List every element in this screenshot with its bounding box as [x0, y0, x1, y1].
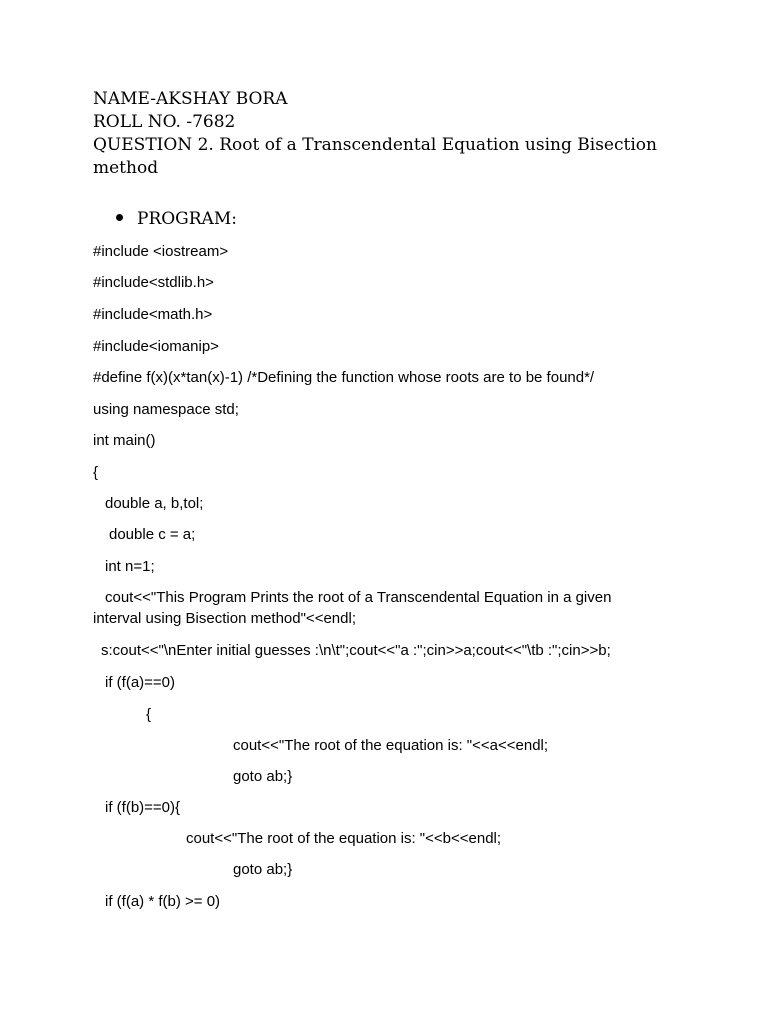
code-line: int n=1;	[105, 558, 155, 575]
code-line: if (f(a)==0)	[105, 674, 176, 691]
code-line: goto ab;}	[233, 768, 293, 785]
program-bullet	[116, 208, 237, 231]
question-title: QUESTION 2. Root of a Transcendental Equation using Bisection method	[93, 135, 657, 178]
code-line: if (f(a) * f(b) >= 0)	[105, 893, 221, 910]
code-line: double c = a;	[109, 526, 196, 543]
code-line: cout<<"The root of the equation is: "<<b<<endl;	[186, 830, 502, 847]
roll-number: ROLL NO. -7682	[93, 112, 236, 132]
code-line: {	[146, 706, 152, 723]
code-line: interval using Bisection method"<<endl;	[93, 610, 356, 627]
code-line: #include <iostream>	[93, 243, 229, 260]
code-line: if (f(b)==0){	[105, 799, 181, 816]
code-line: #include<math.h>	[93, 306, 213, 323]
code-line: {	[93, 464, 99, 481]
code-line: using namespace std;	[93, 401, 239, 418]
code-line: cout<<"This Program Prints the root of a Transcendental Equation in a given	[105, 589, 612, 606]
code-line: double a, b,tol;	[105, 495, 204, 512]
bullet-icon	[116, 214, 123, 221]
code-line: int main()	[93, 432, 156, 449]
student-name: NAME-AKSHAY BORA	[93, 89, 288, 109]
code-line: #include<iomanip>	[93, 338, 219, 355]
code-line: #include<stdlib.h>	[93, 274, 214, 291]
code-line: #define f(x)(x*tan(x)-1) /*Defining the function whose roots are to be found*/	[93, 369, 595, 386]
code-line: cout<<"The root of the equation is: "<<a<<endl;	[233, 737, 549, 754]
document-header	[93, 88, 713, 180]
code-line: goto ab;}	[233, 861, 293, 878]
code-line: s:cout<<"\nEnter initial guesses :\n\t";cout<<"a :";cin>>a;cout<<"\tb :";cin>>b;	[101, 642, 611, 659]
program-heading: PROGRAM:	[137, 209, 237, 229]
